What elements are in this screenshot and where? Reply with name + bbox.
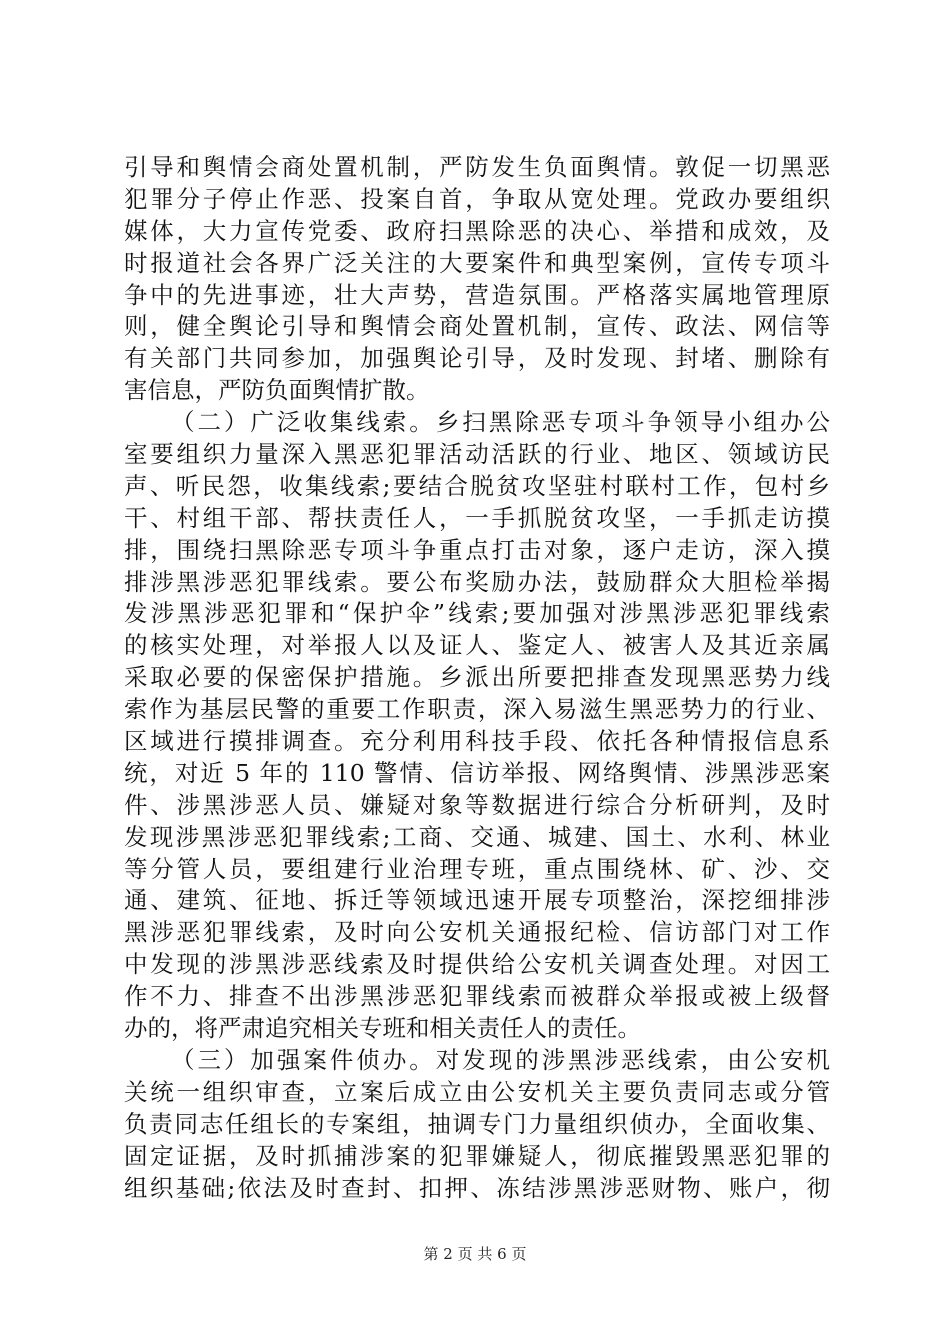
text-line: 中发现的涉黑涉恶线索及时提供给公安机关调查处理。对因工 <box>124 950 830 979</box>
text-line: 媒体，大力宣传党委、政府扫黑除恶的决心、举措和成效，及 <box>124 216 830 245</box>
text-line: 索作为基层民警的重要工作职责，深入易滋生黑恶势力的行业、 <box>124 695 830 724</box>
text-line: 排涉黑涉恶犯罪线索。要公布奖励办法，鼓励群众大胆检举揭 <box>124 567 830 596</box>
paragraph-heading-line: （三）加强案件侦办。对发现的涉黑涉恶线索，由公安机 <box>171 1045 830 1074</box>
text-line: 关统一组织审查，立案后成立由公安机关主要负责同志或分管 <box>124 1077 830 1106</box>
text-line: 声、听民怨，收集线索;要结合脱贫攻坚驻村联村工作，包村乡 <box>124 471 830 500</box>
page-number: 第 2 页 共 6 页 <box>423 1245 527 1263</box>
text-line: 发现涉黑涉恶犯罪线索;工商、交通、城建、国土、水利、林业 <box>124 822 830 851</box>
text-line: 争中的先进事迹，壮大声势，营造氛围。严格落实属地管理原 <box>124 280 830 309</box>
text-line: 干、村组干部、帮扶责任人，一手抓脱贫攻坚，一手抓走访摸 <box>124 503 830 532</box>
text-line: 引导和舆情会商处置机制，严防发生负面舆情。敦促一切黑恶 <box>124 153 830 181</box>
document-body <box>124 152 830 1204</box>
text-line: 则，健全舆论引导和舆情会商处置机制，宣传、政法、网信等 <box>124 312 830 341</box>
text-line: 固定证据，及时抓捕涉案的犯罪嫌疑人，彻底摧毁黑恶犯罪的 <box>124 1141 830 1170</box>
text-line: 作不力、排查不出涉黑涉恶犯罪线索而被群众举报或被上级督 <box>124 982 830 1011</box>
page-footer <box>0 1244 950 1264</box>
text-line: 排，围绕扫黑除恶专项斗争重点打击对象，逐户走访，深入摸 <box>124 535 830 564</box>
text-line: 办的，将严肃追究相关专班和相关责任人的责任。 <box>124 1014 641 1043</box>
text-line: 的核实处理，对举报人以及证人、鉴定人、被害人及其近亲属 <box>124 631 830 660</box>
text-line: 犯罪分子停止作恶、投案自首，争取从宽处理。党政办要组织 <box>124 184 830 213</box>
text-line: 区域进行摸排调查。充分利用科技手段、依托各种情报信息系 <box>124 727 830 756</box>
text-line: 负责同志任组长的专案组，抽调专门力量组织侦办，全面收集、 <box>124 1109 830 1138</box>
text-line: 统，对近 5 年的 110 警情、信访举报、网络舆情、涉黑涉恶案 <box>124 758 830 787</box>
text-line: 有关部门共同参加，加强舆论引导，及时发现、封堵、删除有 <box>124 344 830 373</box>
text-line: 室要组织力量深入黑恶犯罪活动活跃的行业、地区、领域访民 <box>124 440 830 469</box>
text-line: 黑涉恶犯罪线索，及时向公安机关通报纪检、信访部门对工作 <box>124 918 830 947</box>
text-line: 件、涉黑涉恶人员、嫌疑对象等数据进行综合分析研判，及时 <box>124 790 830 819</box>
paragraph-heading-line: （二）广泛收集线索。乡扫黑除恶专项斗争领导小组办公 <box>171 408 830 437</box>
text-line: 等分管人员，要组建行业治理专班，重点围绕林、矿、沙、交 <box>124 854 830 883</box>
text-line: 组织基础;依法及时查封、扣押、冻结涉黑涉恶财物、账户，彻 <box>124 1173 830 1202</box>
text-line: 时报道社会各界广泛关注的大要案件和典型案例，宣传专项斗 <box>124 248 830 277</box>
text-line: 通、建筑、征地、拆迁等领域迅速开展专项整治，深挖细排涉 <box>124 886 830 915</box>
text-line: 害信息，严防负面舆情扩散。 <box>124 376 430 405</box>
text-line: 发涉黑涉恶犯罪和“保护伞”线索;要加强对涉黑涉恶犯罪线索 <box>124 599 830 628</box>
text-line: 采取必要的保密保护措施。乡派出所要把排查发现黑恶势力线 <box>124 663 830 692</box>
